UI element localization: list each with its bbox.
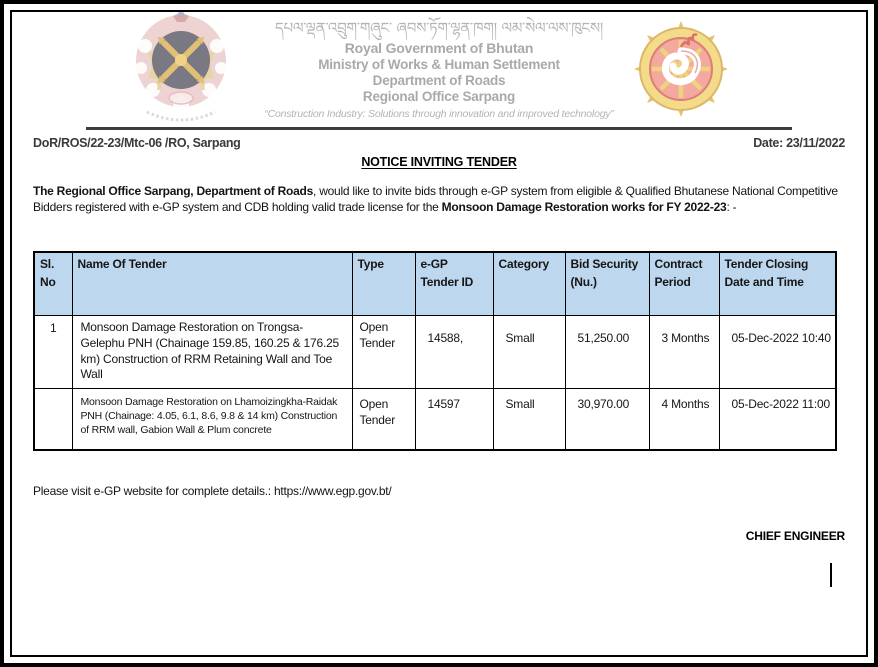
motto-line: “Construction Industry: Solutions through innovation and improved technology” <box>264 107 614 120</box>
cell-category: Small <box>493 315 565 388</box>
col-header-bid-security: Bid Security (Nu.) <box>565 252 649 315</box>
cell-bid-security: 51,250.00 <box>565 315 649 388</box>
intro-bold-lead: The Regional Office Sarpang, Department of Roads <box>33 183 314 198</box>
col-header-closing: Tender Closing Date and Time <box>719 252 836 315</box>
tender-table <box>33 251 837 451</box>
col-header-tender-id: e-GP Tender ID <box>415 252 493 315</box>
intro-bold-tail: Monsoon Damage Restoration works for FY 2022-23 <box>441 199 727 214</box>
government-line: Royal Government of Bhutan <box>344 39 534 56</box>
cell-tender-name: Monsoon Damage Restoration on Trongsa-Gelephu PNH (Chainage 159.85, 160.25 & 176.25 km) Construction of RRM Retaining Wall and Toe Wall <box>72 315 352 388</box>
cell-closing: 05-Dec-2022 11:00 <box>719 388 836 450</box>
page-content <box>7 7 871 660</box>
cell-contract-period: 3 Months <box>649 315 719 388</box>
page-title: NOTICE INVITING TENDER <box>361 154 517 169</box>
meta-row <box>33 136 845 150</box>
cell-category: Small <box>493 388 565 450</box>
egp-website-link[interactable]: https://www.egp.gov.bt/ <box>273 484 392 499</box>
intro-paragraph <box>33 184 845 216</box>
col-header-type: Type <box>352 252 415 315</box>
text-cursor <box>830 563 832 587</box>
table-row <box>34 388 836 450</box>
visit-note <box>33 484 845 498</box>
signature-title: CHIEF ENGINEER <box>745 529 845 544</box>
col-header-sl-no: Sl. No <box>34 252 72 315</box>
letterhead <box>33 19 845 120</box>
visit-text: Please visit e-GP website for complete details.: <box>33 484 274 499</box>
cell-tender-id: 14588, <box>415 315 493 388</box>
table-row <box>34 315 836 388</box>
cell-contract-period: 4 Months <box>649 388 719 450</box>
reference-number: DoR/ROS/22-23/Mtc-06 /RO, Sarpang <box>33 135 241 150</box>
cell-tender-id: 14597 <box>415 388 493 450</box>
department-line: Department of Roads <box>372 72 506 88</box>
cell-sl-no: 1 <box>34 315 72 388</box>
ministry-line: Ministry of Works & Human Settlement <box>318 56 560 72</box>
document-date: Date: 23/11/2022 <box>753 135 845 150</box>
table-header-row <box>34 252 836 315</box>
cell-bid-security: 30,970.00 <box>565 388 649 450</box>
cell-closing: 05-Dec-2022 10:40 <box>719 315 836 388</box>
cell-type: Open Tender <box>352 388 415 450</box>
dzongkha-title: དཔལ་ལྡན་འབྲུག་གཞུང་ ཞབས་ཏོག་ལྷན་ཁག། ལམ་སེལ་ལས་ཁུངས། <box>274 19 604 37</box>
cell-type: Open Tender <box>352 315 415 388</box>
intro-mid: , would like to invite bids through e-GP system from eligible & Qualified Bhutanese National Competitive Bidders registered with e-GP system and CDB holding valid trade license for the <box>33 183 838 214</box>
cell-tender-name: Monsoon Damage Restoration on Lhamoizingkha-Raidak PNH (Chainage: 4.05, 6.1, 8.6, 9.8 & 14 km) Construction of RRM wall, Gabion Wall & Plum concrete <box>72 388 352 450</box>
intro-tail: : - <box>726 199 737 214</box>
col-header-contract-period: Contract Period <box>649 252 719 315</box>
col-header-name: Name Of Tender <box>72 252 352 315</box>
col-header-category: Category <box>493 252 565 315</box>
office-line: Regional Office Sarpang <box>362 88 516 104</box>
cell-sl-no <box>34 388 72 450</box>
